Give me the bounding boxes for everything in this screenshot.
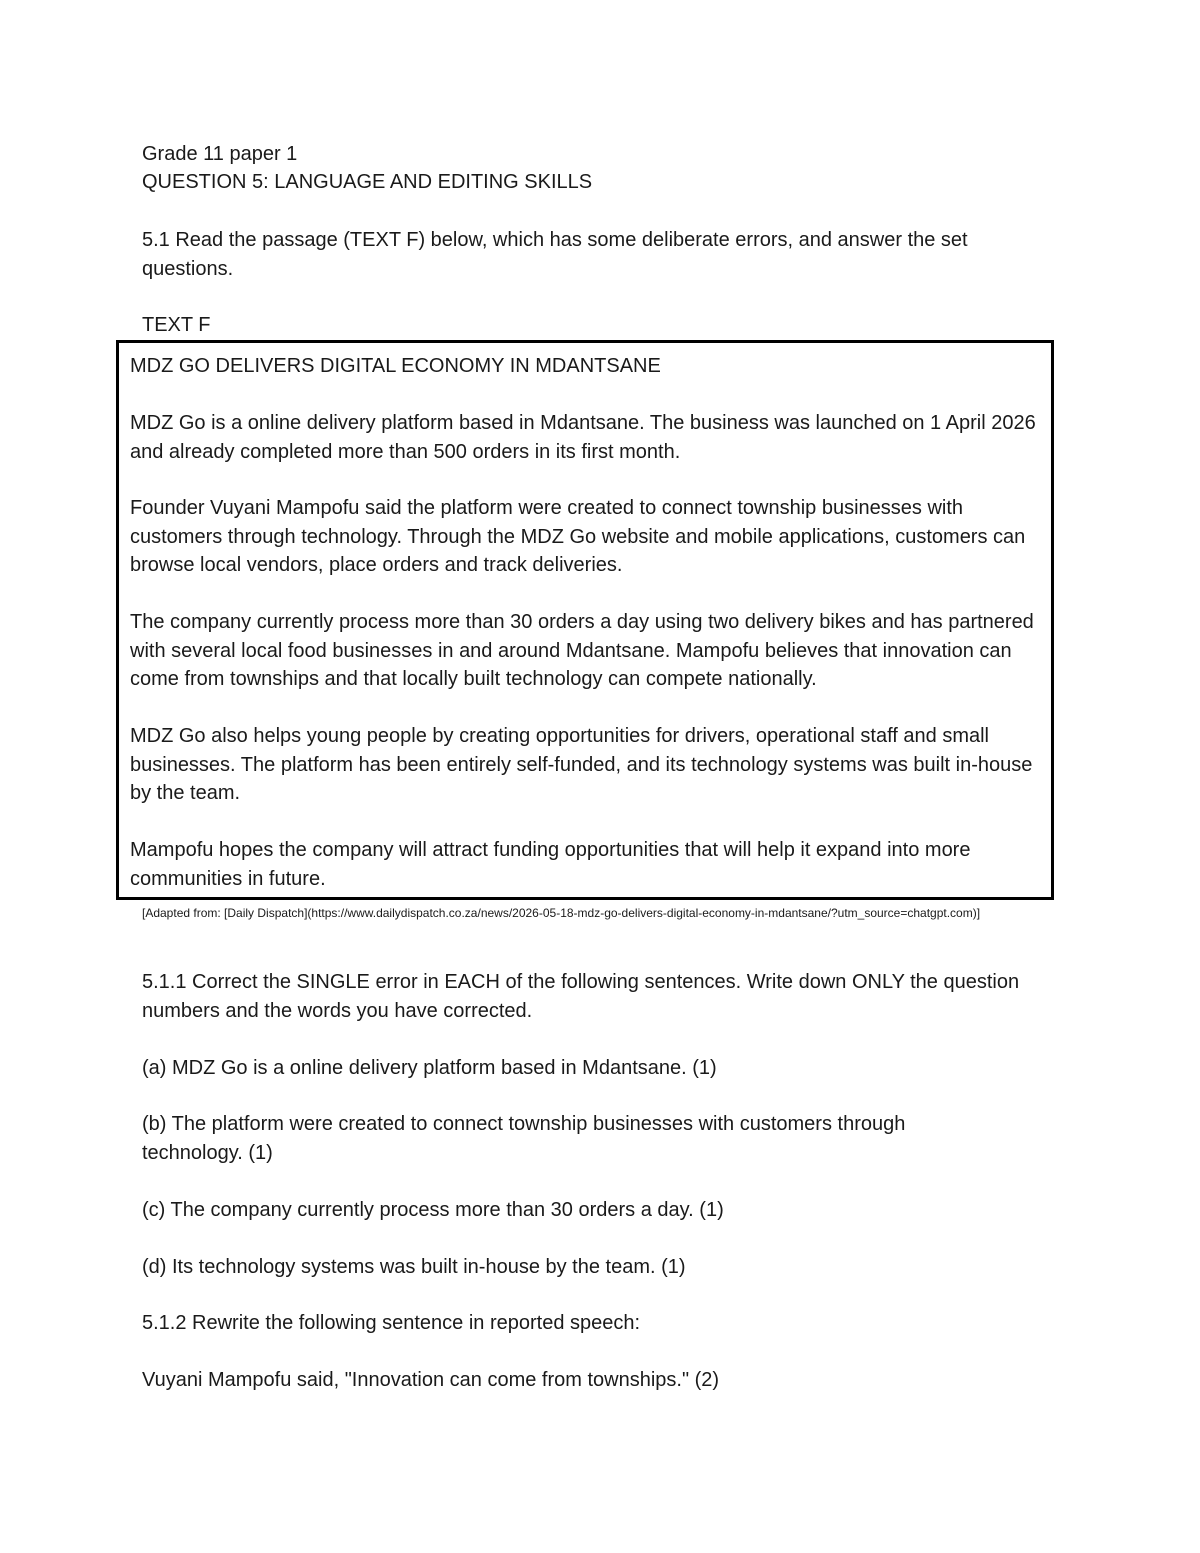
question-5-1-2-prompt: 5.1.2 Rewrite the following sentence in reported speech: xyxy=(142,1312,641,1334)
header-grade: Grade 11 paper 1 xyxy=(142,143,298,165)
passage-paragraph: Mampofu hopes the company will attract funding opportunities that will help it expand into more communities in future. xyxy=(130,839,971,890)
question-5-1-1-d: (d) Its technology systems was built in-house by the team. (1) xyxy=(142,1256,686,1278)
source-citation: [Adapted from: [Daily Dispatch](https://www.dailydispatch.co.za/news/2026-05-18-mdz-go-delivers-digital-economy-in-mdantsane/?utm_source=chatgpt.com)] xyxy=(142,906,981,920)
instruction-5-1: 5.1 Read the passage (TEXT F) below, which has some deliberate errors, and answer the set questions. xyxy=(142,229,968,280)
passage-paragraph: The company currently process more than 30 orders a day using two delivery bikes and has partnered with several local food businesses in and around Mdantsane. Mampofu believes that innovation can come from townships and that locally built technology can compete nationally. xyxy=(130,611,1034,690)
question-5-1-2-sentence: Vuyani Mampofu said, "Innovation can come from townships." (2) xyxy=(142,1369,720,1391)
passage-box xyxy=(116,340,1054,900)
passage-paragraph: MDZ Go is a online delivery platform based in Mdantsane. The business was launched on 1 April 2026 and already completed more than 500 orders in its first month. xyxy=(130,412,1036,463)
question-5-1-1-b: (b) The platform were created to connect township businesses with customers through technology. (1) xyxy=(142,1113,906,1164)
passage-paragraph: MDZ Go also helps young people by creating opportunities for drivers, operational staff and small businesses. The platform has been entirely self-funded, and its technology systems was built in-house by the team. xyxy=(130,725,1033,804)
question-heading: QUESTION 5: LANGUAGE AND EDITING SKILLS xyxy=(142,171,593,193)
text-f-label: TEXT F xyxy=(142,314,211,336)
passage-paragraph: Founder Vuyani Mampofu said the platform were created to connect township businesses with customers through technology. Through the MDZ Go website and mobile applications, customers can browse local vendors, place orders and track deliveries. xyxy=(130,497,1026,576)
question-5-1-1-prompt: 5.1.1 Correct the SINGLE error in EACH of the following sentences. Write down ONLY the question numbers and the words you have corrected. xyxy=(142,971,1020,1022)
question-5-1-1-a: (a) MDZ Go is a online delivery platform based in Mdantsane. (1) xyxy=(142,1057,717,1079)
passage-title: MDZ GO DELIVERS DIGITAL ECONOMY IN MDANTSANE xyxy=(130,355,661,377)
question-5-1-1-c: (c) The company currently process more than 30 orders a day. (1) xyxy=(142,1199,724,1221)
